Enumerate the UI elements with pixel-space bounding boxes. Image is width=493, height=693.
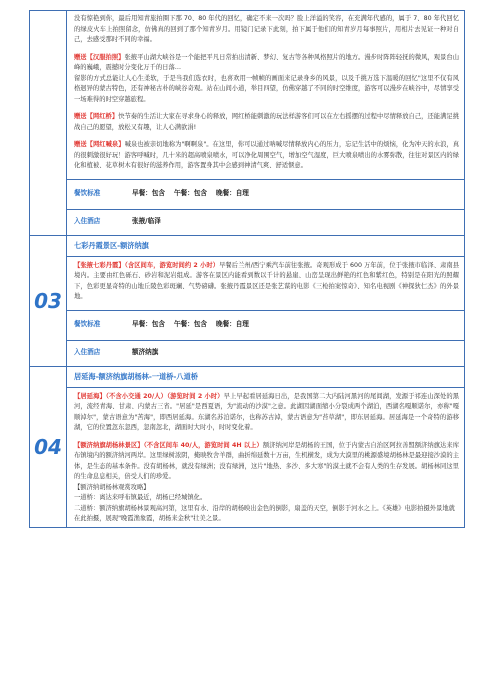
guide-bridge-1: 一道桥：离达来呼布镇最近，胡杨已经城镇化。 xyxy=(74,494,207,501)
guide-heading: 【额济纳胡杨林观赏攻略】 xyxy=(74,483,150,491)
dinner: 晚餐：自理 xyxy=(215,188,249,197)
bridge-tag: 赠送【网红桥】 xyxy=(74,113,119,120)
bridge-text: 快节奏的生活让大家在寻求身心的释放，网红桥能刺激的玩法样游客们可以在左右摇摆的过程中尽情释放自己，还能满足挑战自己的愿望，放松又有趣，让人心满欲涓! xyxy=(74,113,460,131)
divider xyxy=(67,179,464,180)
itinerary-table xyxy=(29,10,465,528)
juyanhai-text: 早上早起看居延海日出，是我国第二大内陆河黑河的尾闾湖，发源于祁连山深处的黑河，流经青海、甘肃、内蒙古三省。"居延"是西夏语，为"流动的沙漠"之意。此湖因湖面缩小分裂成两个湖泊，西湖名嘎顺诺尔，亦称"嘎顺淖尔"，蒙古语意为"苦海"，即西居延海。东湖名苏泊诺尔，也称苏古淖，蒙古语意为"苔草湖"，即东居延海。居延海是一个奇特的游移湖，它的位置忽东忽西，忽南忽北，湖面时大时小，时时变化着。 xyxy=(74,392,460,431)
hanfu-tag: 赠送【汉服拍照】 xyxy=(74,53,125,61)
day-number-cell xyxy=(30,366,67,527)
day-content-cell xyxy=(67,235,465,366)
day-content-cell xyxy=(67,11,465,236)
meal-row xyxy=(74,315,459,334)
lunch: 午餐：包含 xyxy=(173,188,207,197)
day-title: 七彩丹霞景区-额济纳旗 xyxy=(74,240,149,250)
meal-label: 餐饮标准 xyxy=(74,188,101,197)
fountain-paragraph xyxy=(74,140,459,172)
juyanhai-tag-detail: （不含小交通 20/人）（游览时间 2 小时） xyxy=(105,392,224,400)
day-number-cell xyxy=(30,235,67,366)
hotel-row xyxy=(74,343,459,362)
hotel-row xyxy=(74,212,459,231)
bridge-paragraph xyxy=(74,112,459,133)
hanfu-text: 张掖平山湖大峡谷是一个能把平凡日常拍出清新、梦幻、复古等各种风格照片的地方。漫步时阵阵轻抚的微风，观景台山峰的巍峨，震撼时分变化万千的日落… xyxy=(74,53,460,71)
day-number-cell xyxy=(30,11,67,236)
meal-row xyxy=(74,184,459,203)
juyanhai-tag: 【居延海】 xyxy=(74,392,106,400)
hanfu-paragraph xyxy=(74,53,459,74)
fountain-text: 喊泉也被亲切地称为"啊啊泉"。在这里，你可以通过呐喊尽情释放内心的压力，忘记生活中的烦恼，化为冲天的水浪，真的很刺激很好玩！游客呼喊时，几十米的超高喷泉喷水，可以净化周围空气，增加空气湿度，巨大喷泉喷出的水雾弥散，往往对景区内的绿化和植被、花草树木有很好的滋养作用，游客置身其中会感到神清气爽、舒适惬意。 xyxy=(74,141,460,169)
hotel-name: 额济纳旗 xyxy=(132,347,159,356)
day-title: 居延海-额济纳旗胡杨林-一道桥-八道桥 xyxy=(74,371,198,381)
fountain-tag: 赠送【网红喊泉】 xyxy=(74,141,125,148)
day-row-04 xyxy=(30,366,465,527)
guide-bridge-2: 二道桥：额济纳旗胡杨林景观高河第，这里有水、沿岸的胡杨映出金色的倒影，扇盖的天空，倒影于河水之上。《英雄》电影拍摄外景地就在此拍摄，展现"晚霞渔象霞，胡杨来金秋"壮美之景。 xyxy=(74,504,455,522)
hotel-name: 张掖/临泽 xyxy=(132,216,161,225)
intro-paragraph: 没有惊艳到你，最后用知青旅拍圈下那 70、80 年代的回忆，确定不来一次吗？脸上洋溢的笑容，在充满年代感的，属于 7、80 年代回忆的绿皮火车上拍照留念，仿佛真的回到了那个知青岁月。用镜门记录下此刻，拍下属于他们的知青岁月每事照片，用相片去见证一种对自己，去感受那时不同的幸福。 xyxy=(74,15,459,43)
dinner: 晚餐：自理 xyxy=(215,319,249,328)
day-number: 03 xyxy=(34,288,62,313)
breakfast: 早餐：包含 xyxy=(132,319,165,328)
divider xyxy=(67,256,464,257)
huyang-tag: 【额济纳旗胡杨林景区】（不含区间车 40/人，游览时间 4H 以上） xyxy=(74,441,263,449)
day-row-continued xyxy=(30,11,465,236)
divider xyxy=(67,387,464,388)
danxia-text: 早餐后兰州/西宁乘汽车前往张掖。奇观形成于 600 万年前，位于张掖市临泽、肃南县境内。主要由红色砾石、砂岩和泥岩组成。游客在景区内能看到数以千计的悬崖、山峦呈现出鲜艳的红色和紫红色，特别是在阳光的照耀下，色彩更显奇特的山地丘陵色彩斑斓、气势磅礴。张掖丹霞景区还是张艺谋的电影《三枪拍案惊奇》、知名电视剧《神探狄仁杰》的外景地。 xyxy=(74,261,459,300)
hanfu-paragraph-2: 留影的方式总能让人心生柔软，于是当我们选衣时，也喜欢用一帧帧的画面来记录身乡的风景，以及千挑万选下温暖的回忆"这里不仅有风格迥异的蒙古特色，还有神秘古朴的峡谷奇观。站在山间小道，举目四望，仿佛穿越了不同的时空维度，游客可以漫步在峡谷中，尽情享受一场难得的时空穿越旅程。 xyxy=(74,74,459,103)
danxia-tag: 【张掖七彩丹霞】（含区间车，游览时间约 2 小时） xyxy=(74,261,220,269)
huyang-text: 额济纳河岸是胡杨的王国，位于内蒙古自治区阿拉善盟额济纳旗达来库布镇境内的额济纳河两岸。这里绿树浓阴，掩映牧舍羊群，曲折绵延数十万亩，生机横发，成为大漠里的桃源盛境胡杨林是最迎接沙漠的主体，是生态的基本条件。没有胡杨林，就没有绿洲；没有绿洲，这片"地热、多沙、多大寒"的漠土就不会有人类的生存发展。胡杨林同这里的生命息息相关，倍受人们的珍爱。 xyxy=(74,441,460,480)
juyanhai-paragraph xyxy=(74,392,459,434)
divider xyxy=(67,310,464,311)
huyang-paragraph xyxy=(74,441,459,483)
hotel-label: 入住酒店 xyxy=(74,347,101,356)
divider xyxy=(67,340,464,341)
danxia-paragraph xyxy=(74,261,459,303)
day-row-03 xyxy=(30,235,465,366)
day-number: 04 xyxy=(34,434,62,459)
hotel-label: 入住酒店 xyxy=(74,216,101,225)
divider xyxy=(67,209,464,210)
meal-label: 餐饮标准 xyxy=(74,319,101,328)
day-content-cell xyxy=(67,366,465,527)
breakfast: 早餐：包含 xyxy=(132,188,165,197)
lunch: 午餐：包含 xyxy=(173,319,207,328)
